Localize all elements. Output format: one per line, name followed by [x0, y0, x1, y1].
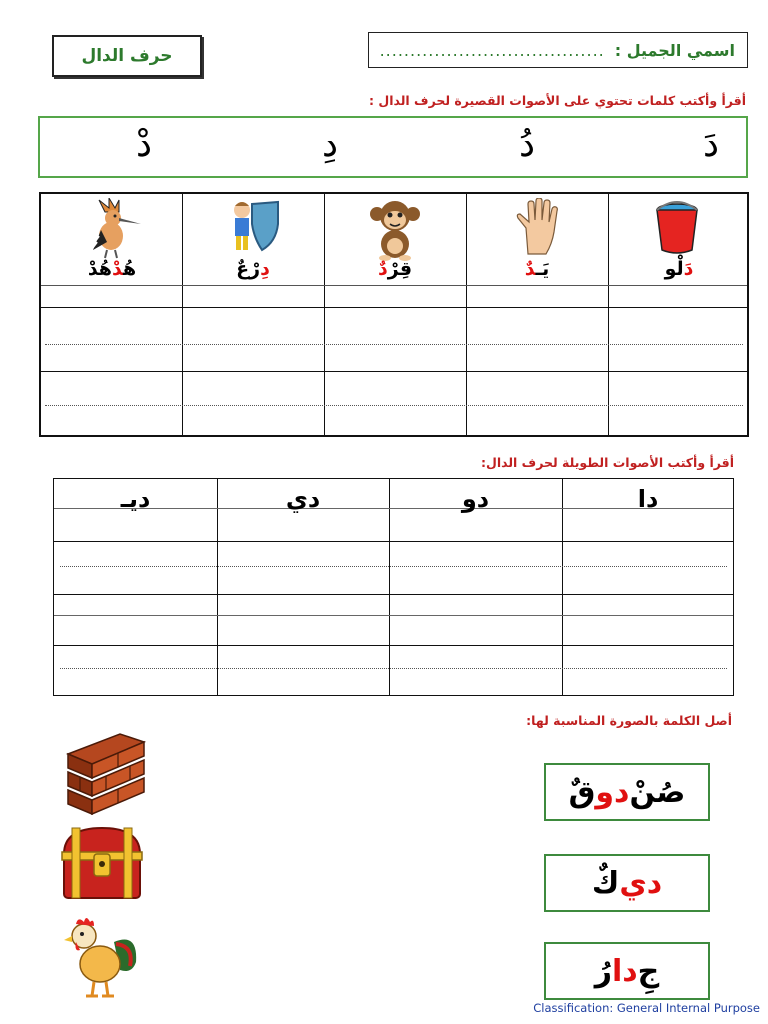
vowel-kasra: دِ	[322, 124, 339, 165]
worksheet-title	[52, 35, 202, 77]
vowel-damma: دُ	[519, 124, 536, 165]
bucket-icon	[643, 198, 713, 256]
name-label: اسمي الجميل :	[614, 40, 735, 60]
word-yad: يَـدٌ	[524, 258, 550, 280]
match-word-jidar[interactable]: جِ دا رُ	[544, 942, 710, 1000]
name-field[interactable]	[368, 32, 748, 68]
monkey-icon	[363, 198, 427, 262]
word-dir: دِرْعٌ	[236, 258, 270, 280]
instruction-short-vowels: أقرأ وأكتب كلمات تحتوي على الأصوات القصيرة لحرف الدال :	[369, 93, 746, 108]
name-dots: .....................................	[379, 40, 605, 60]
short-vowel-words-table	[39, 192, 749, 437]
hand-icon	[510, 198, 570, 256]
word-hudhud: هُدْهُدْ	[87, 258, 137, 280]
classification-label: Classification: General Internal Purpose	[533, 1001, 760, 1015]
syllable-da: دا	[637, 485, 659, 513]
syllable-du: دو	[461, 485, 490, 513]
syllable-di-initial: ديـ	[120, 485, 151, 513]
rooster-icon[interactable]	[54, 912, 144, 1002]
word-dalw: دَلْو	[664, 258, 694, 280]
word-qird: قِرْدٌ	[377, 258, 413, 280]
long-vowel-table	[53, 478, 734, 696]
syllable-di: دي	[285, 485, 321, 513]
title-text: حرف الدال	[81, 46, 173, 66]
vowel-fatha: دَ	[703, 124, 720, 165]
instruction-long-vowels: أقرأ وأكتب الأصوات الطويلة لحرف الدال:	[481, 455, 734, 470]
hoopoe-icon	[85, 198, 145, 262]
match-word-deek[interactable]: دي كٌ	[544, 854, 710, 912]
shield-icon	[222, 198, 286, 256]
brick-wall-icon[interactable]	[60, 720, 150, 815]
short-vowel-strip	[38, 116, 748, 178]
treasure-chest-icon[interactable]	[58, 824, 148, 906]
vowel-sukun: دْ	[136, 124, 153, 165]
match-word-sunduq[interactable]: صُنْ دو قٌ	[544, 763, 710, 821]
instruction-matching: أصل الكلمة بالصورة المناسبة لها:	[526, 713, 732, 728]
